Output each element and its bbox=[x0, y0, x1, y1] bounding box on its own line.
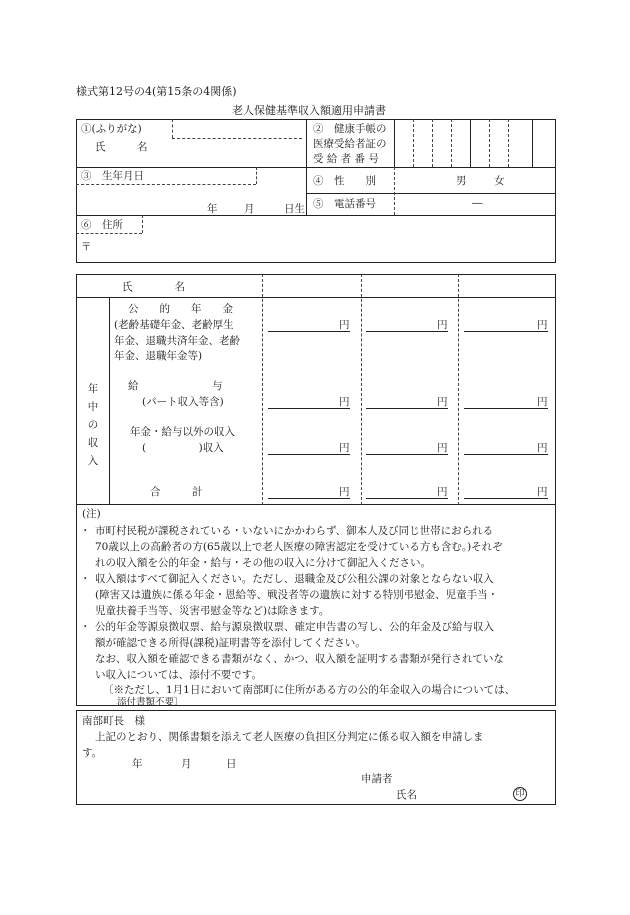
insurance-label-2: 医療受給者証の bbox=[313, 138, 387, 150]
other-income-type-input[interactable] bbox=[152, 441, 200, 455]
insurance-number-input[interactable] bbox=[394, 119, 556, 167]
gender-female[interactable]: 女 bbox=[494, 175, 505, 187]
form-number: 様式第12号の4(第15条の4関係) bbox=[76, 85, 237, 98]
furigana-label: ①(ふりがな) bbox=[81, 123, 142, 135]
note-4-line-1: 〔※ただし、1月1日において南部町に住所がある方の公的年金収入の場合については、 bbox=[103, 684, 516, 696]
other-amount-input-2[interactable] bbox=[366, 439, 448, 454]
form-title: 老人保健基準収入額適用申請書 bbox=[232, 104, 386, 117]
notes-heading: (注) bbox=[82, 508, 101, 520]
other-amount-input-3[interactable] bbox=[464, 439, 548, 454]
note-3-line-2: 額が確認できる所得(課税)証明書等を添付してください。 bbox=[95, 637, 366, 649]
member-name-input-2[interactable] bbox=[362, 275, 457, 297]
name-label: 氏 名 bbox=[95, 141, 148, 153]
address-label: ⑥ 住所 bbox=[81, 219, 123, 231]
pension-title: 公 的 年 金 bbox=[128, 303, 233, 315]
yen-unit: 円 bbox=[537, 396, 548, 408]
other-amount-input-1[interactable] bbox=[268, 439, 350, 454]
note-3-line-1: 公的年金等源泉徴収票、給与源泉徴収票、確定申告書の写し、公的年金及び給与収入 bbox=[95, 621, 494, 633]
phone-label: ⑤ 電話番号 bbox=[313, 198, 376, 210]
date-month-label: 月 bbox=[181, 758, 192, 770]
application-date-input[interactable] bbox=[100, 756, 240, 772]
member-name-input-1[interactable] bbox=[263, 275, 360, 297]
bullet: ・ bbox=[80, 525, 91, 537]
pension-amount-input-2[interactable] bbox=[366, 316, 448, 331]
gender-label: ④ 性 別 bbox=[313, 175, 376, 187]
yen-unit: 円 bbox=[437, 486, 448, 498]
address-input[interactable] bbox=[96, 236, 552, 260]
insurance-label-1: ② 健康手帳の bbox=[313, 123, 387, 135]
yen-unit: 円 bbox=[437, 319, 448, 331]
declaration-body: 上記のとおり、関係書類を添えて老人医療の負担区分判定に係る収入額を申請しま bbox=[95, 731, 484, 743]
note-1-line-1: 市町村民税が課税されている・いないにかかわらず、御本人及び同じ世帯におられる bbox=[95, 525, 494, 537]
income-name-header: 氏 名 bbox=[122, 281, 185, 293]
salary-title: 給 与 bbox=[128, 380, 223, 392]
birth-year-label: 年 bbox=[207, 203, 218, 215]
total-amount-input-3[interactable] bbox=[464, 483, 548, 498]
total-amount-input-2[interactable] bbox=[366, 483, 448, 498]
birth-day-label: 日生 bbox=[284, 203, 305, 215]
note-3-line-3: なお、収入額を確認できる書類がなく、かつ、収入額を証明する書類が発行されていな bbox=[95, 653, 504, 665]
side-label-3: の bbox=[87, 419, 99, 431]
seal-mark-icon: 印 bbox=[513, 787, 527, 801]
postal-mark: 〒 bbox=[81, 241, 92, 253]
salary-amount-input-1[interactable] bbox=[268, 393, 350, 408]
salary-amount-input-2[interactable] bbox=[366, 393, 448, 408]
member-name-input-3[interactable] bbox=[459, 275, 555, 297]
pension-amount-input-1[interactable] bbox=[268, 316, 350, 331]
total-amount-input-1[interactable] bbox=[268, 483, 350, 498]
applicant-name-label: 氏名 bbox=[396, 789, 417, 801]
yen-unit: 円 bbox=[339, 396, 350, 408]
bullet: ・ bbox=[80, 573, 91, 585]
note-4-line-2: 添付書類不要〕 bbox=[117, 697, 184, 708]
yen-unit: 円 bbox=[437, 396, 448, 408]
gender-male[interactable]: 男 bbox=[456, 175, 467, 187]
applicant-name-input[interactable] bbox=[424, 786, 508, 802]
date-year-label: 年 bbox=[132, 758, 143, 770]
birthdate-label: ③ 生年月日 bbox=[81, 170, 144, 182]
yen-unit: 円 bbox=[339, 486, 350, 498]
side-label-1: 年 bbox=[87, 383, 99, 395]
total-label: 合 計 bbox=[150, 486, 203, 498]
other-income-detail: ( )収入 bbox=[142, 442, 224, 454]
addressee: 南部町長 様 bbox=[82, 715, 145, 727]
salary-amount-input-3[interactable] bbox=[464, 393, 548, 408]
salary-detail: (パート収入等含) bbox=[142, 396, 224, 408]
note-2-line-1: 収入額はすべて御記入ください。ただし、退職金及び公租公課の対象とならない収入 bbox=[95, 573, 494, 585]
declaration-body-2: す。 bbox=[82, 747, 103, 759]
other-income-title: 年金・給与以外の収入 bbox=[130, 426, 235, 438]
phone-value[interactable]: ― bbox=[472, 197, 483, 209]
note-2-line-2: (障害又は遺族に係る年金・恩給等、戦没者等の遺族に対する特別弔慰金、児童手当・ bbox=[95, 589, 499, 601]
side-label-2: 中 bbox=[87, 401, 99, 413]
side-label-5: 入 bbox=[87, 455, 99, 467]
pension-detail-1: (老齢基礎年金、老齢厚生 bbox=[114, 319, 234, 331]
yen-unit: 円 bbox=[537, 442, 548, 454]
note-2-line-3: 児童扶養手当等、災害弔慰金等など)は除きます。 bbox=[95, 605, 330, 617]
yen-unit: 円 bbox=[537, 486, 548, 498]
pension-amount-input-3[interactable] bbox=[464, 316, 548, 331]
birthdate-input[interactable] bbox=[76, 185, 306, 215]
date-day-label: 日 bbox=[226, 758, 237, 770]
side-label-4: 収 bbox=[87, 437, 99, 449]
note-1-line-3: れの収入額を公的年金・給与・その他の収入に分けて御記入ください。 bbox=[95, 557, 431, 569]
birth-month-label: 月 bbox=[244, 203, 255, 215]
note-3-line-4: い収入については、添付不要です。 bbox=[95, 669, 262, 681]
bullet: ・ bbox=[80, 621, 91, 633]
yen-unit: 円 bbox=[339, 442, 350, 454]
insurance-label-3: 受 給 者 番 号 bbox=[313, 153, 379, 165]
name-input[interactable] bbox=[172, 138, 306, 167]
yen-unit: 円 bbox=[537, 319, 548, 331]
note-1-line-2: 70歳以上の高齢者の方(65歳以上で老人医療の障害認定を受けている方も含む。)それぞ bbox=[95, 541, 503, 553]
yen-unit: 円 bbox=[339, 319, 350, 331]
applicant-label: 申請者 bbox=[361, 773, 393, 785]
pension-detail-3: 年金、退職年金等) bbox=[114, 350, 203, 362]
yen-unit: 円 bbox=[437, 442, 448, 454]
pension-detail-2: 年金、退職共済年金、老齢 bbox=[114, 335, 240, 347]
